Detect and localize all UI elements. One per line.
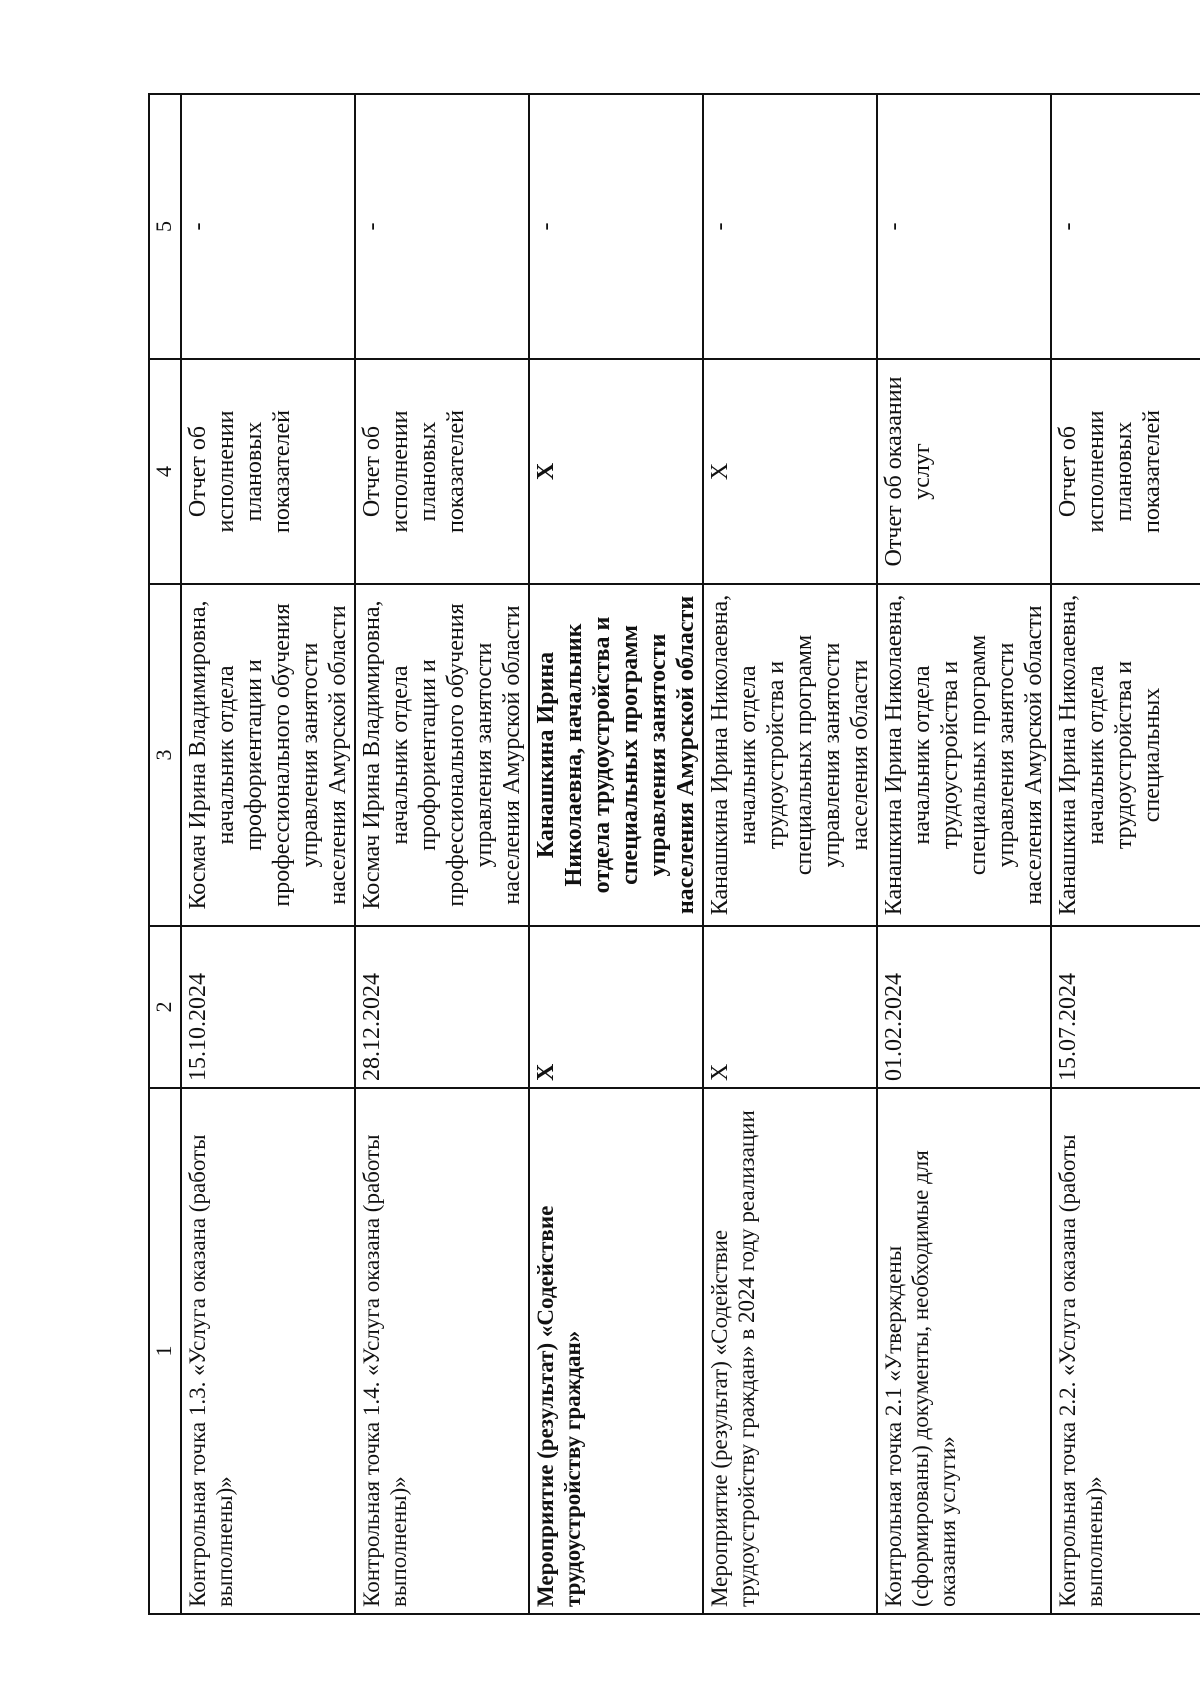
document-cell: Отчет об исполнении плановых показателей — [355, 359, 529, 584]
note-cell: - — [703, 94, 877, 359]
event-name-cell: Контрольная точка 2.2. «Услуга оказана (работы выполнены)» — [1051, 1088, 1200, 1614]
document-cell: Х — [703, 359, 877, 584]
deadline-cell: 28.12.2024 — [355, 926, 529, 1088]
table-row — [355, 94, 529, 1614]
table-row — [703, 94, 877, 1614]
header-col-5: 5 — [149, 94, 181, 359]
note-cell: - — [529, 94, 703, 359]
event-name-cell: Мероприятие (результат) «Содействие трудоустройству граждан» — [529, 1088, 703, 1614]
plan-table — [148, 93, 1200, 1615]
responsible-cell: Космач Ирина Владимировна, начальник отдела профориентации и профессионального обучения управления занятости населения Амурской области — [355, 584, 529, 926]
deadline-cell: 15.10.2024 — [181, 926, 355, 1088]
rotated-page — [148, 95, 1165, 1615]
table-row — [529, 94, 703, 1614]
note-cell: - — [181, 94, 355, 359]
header-col-3: 3 — [149, 584, 181, 926]
header-col-1: 1 — [149, 1088, 181, 1614]
deadline-cell: Х — [529, 926, 703, 1088]
responsible-cell: Канашкина Ирина Николаевна, начальник отдела трудоустройства и специальных программ управления занятости населения области — [703, 584, 877, 926]
deadline-cell: 01.02.2024 — [877, 926, 1051, 1088]
table-row — [1051, 94, 1200, 1614]
document-cell: Отчет об исполнении плановых показателей — [1051, 359, 1200, 584]
note-cell: - — [355, 94, 529, 359]
event-name-cell: Контрольная точка 1.3. «Услуга оказана (работы выполнены)» — [181, 1088, 355, 1614]
table-row — [877, 94, 1051, 1614]
event-name-cell: Контрольная точка 2.1 «Утверждены (сформированы) документы, необходимые для оказания услуги» — [877, 1088, 1051, 1614]
table-row — [181, 94, 355, 1614]
note-cell: - — [877, 94, 1051, 359]
responsible-cell: Канашкина Ирина Николаевна, начальник отдела трудоустройства и специальных — [1051, 584, 1200, 926]
header-row — [149, 94, 181, 1614]
deadline-cell: Х — [703, 926, 877, 1088]
event-name-cell: Контрольная точка 1.4. «Услуга оказана (работы выполнены)» — [355, 1088, 529, 1614]
document-cell: Х — [529, 359, 703, 584]
responsible-cell: Канашкина Ирина Николаевна, начальник отдела трудоустройства и специальных программ управления занятости населения Амурской области — [877, 584, 1051, 926]
header-col-4: 4 — [149, 359, 181, 584]
header-col-2: 2 — [149, 926, 181, 1088]
responsible-cell: Канашкина Ирина Николаевна, начальник отдела трудоустройства и специальных программ управления занятости населения Амурской области — [529, 584, 703, 926]
note-cell: - — [1051, 94, 1200, 359]
deadline-cell: 15.07.2024 — [1051, 926, 1200, 1088]
document-cell: Отчет об оказании услуг — [877, 359, 1051, 584]
document-cell: Отчет об исполнении плановых показателей — [181, 359, 355, 584]
responsible-cell: Космач Ирина Владимировна, начальник отдела профориентации и профессионального обучения управления занятости населения Амурской области — [181, 584, 355, 926]
event-name-cell: Мероприятие (результат) «Содействие трудоустройству граждан» в 2024 году реализации — [703, 1088, 877, 1614]
